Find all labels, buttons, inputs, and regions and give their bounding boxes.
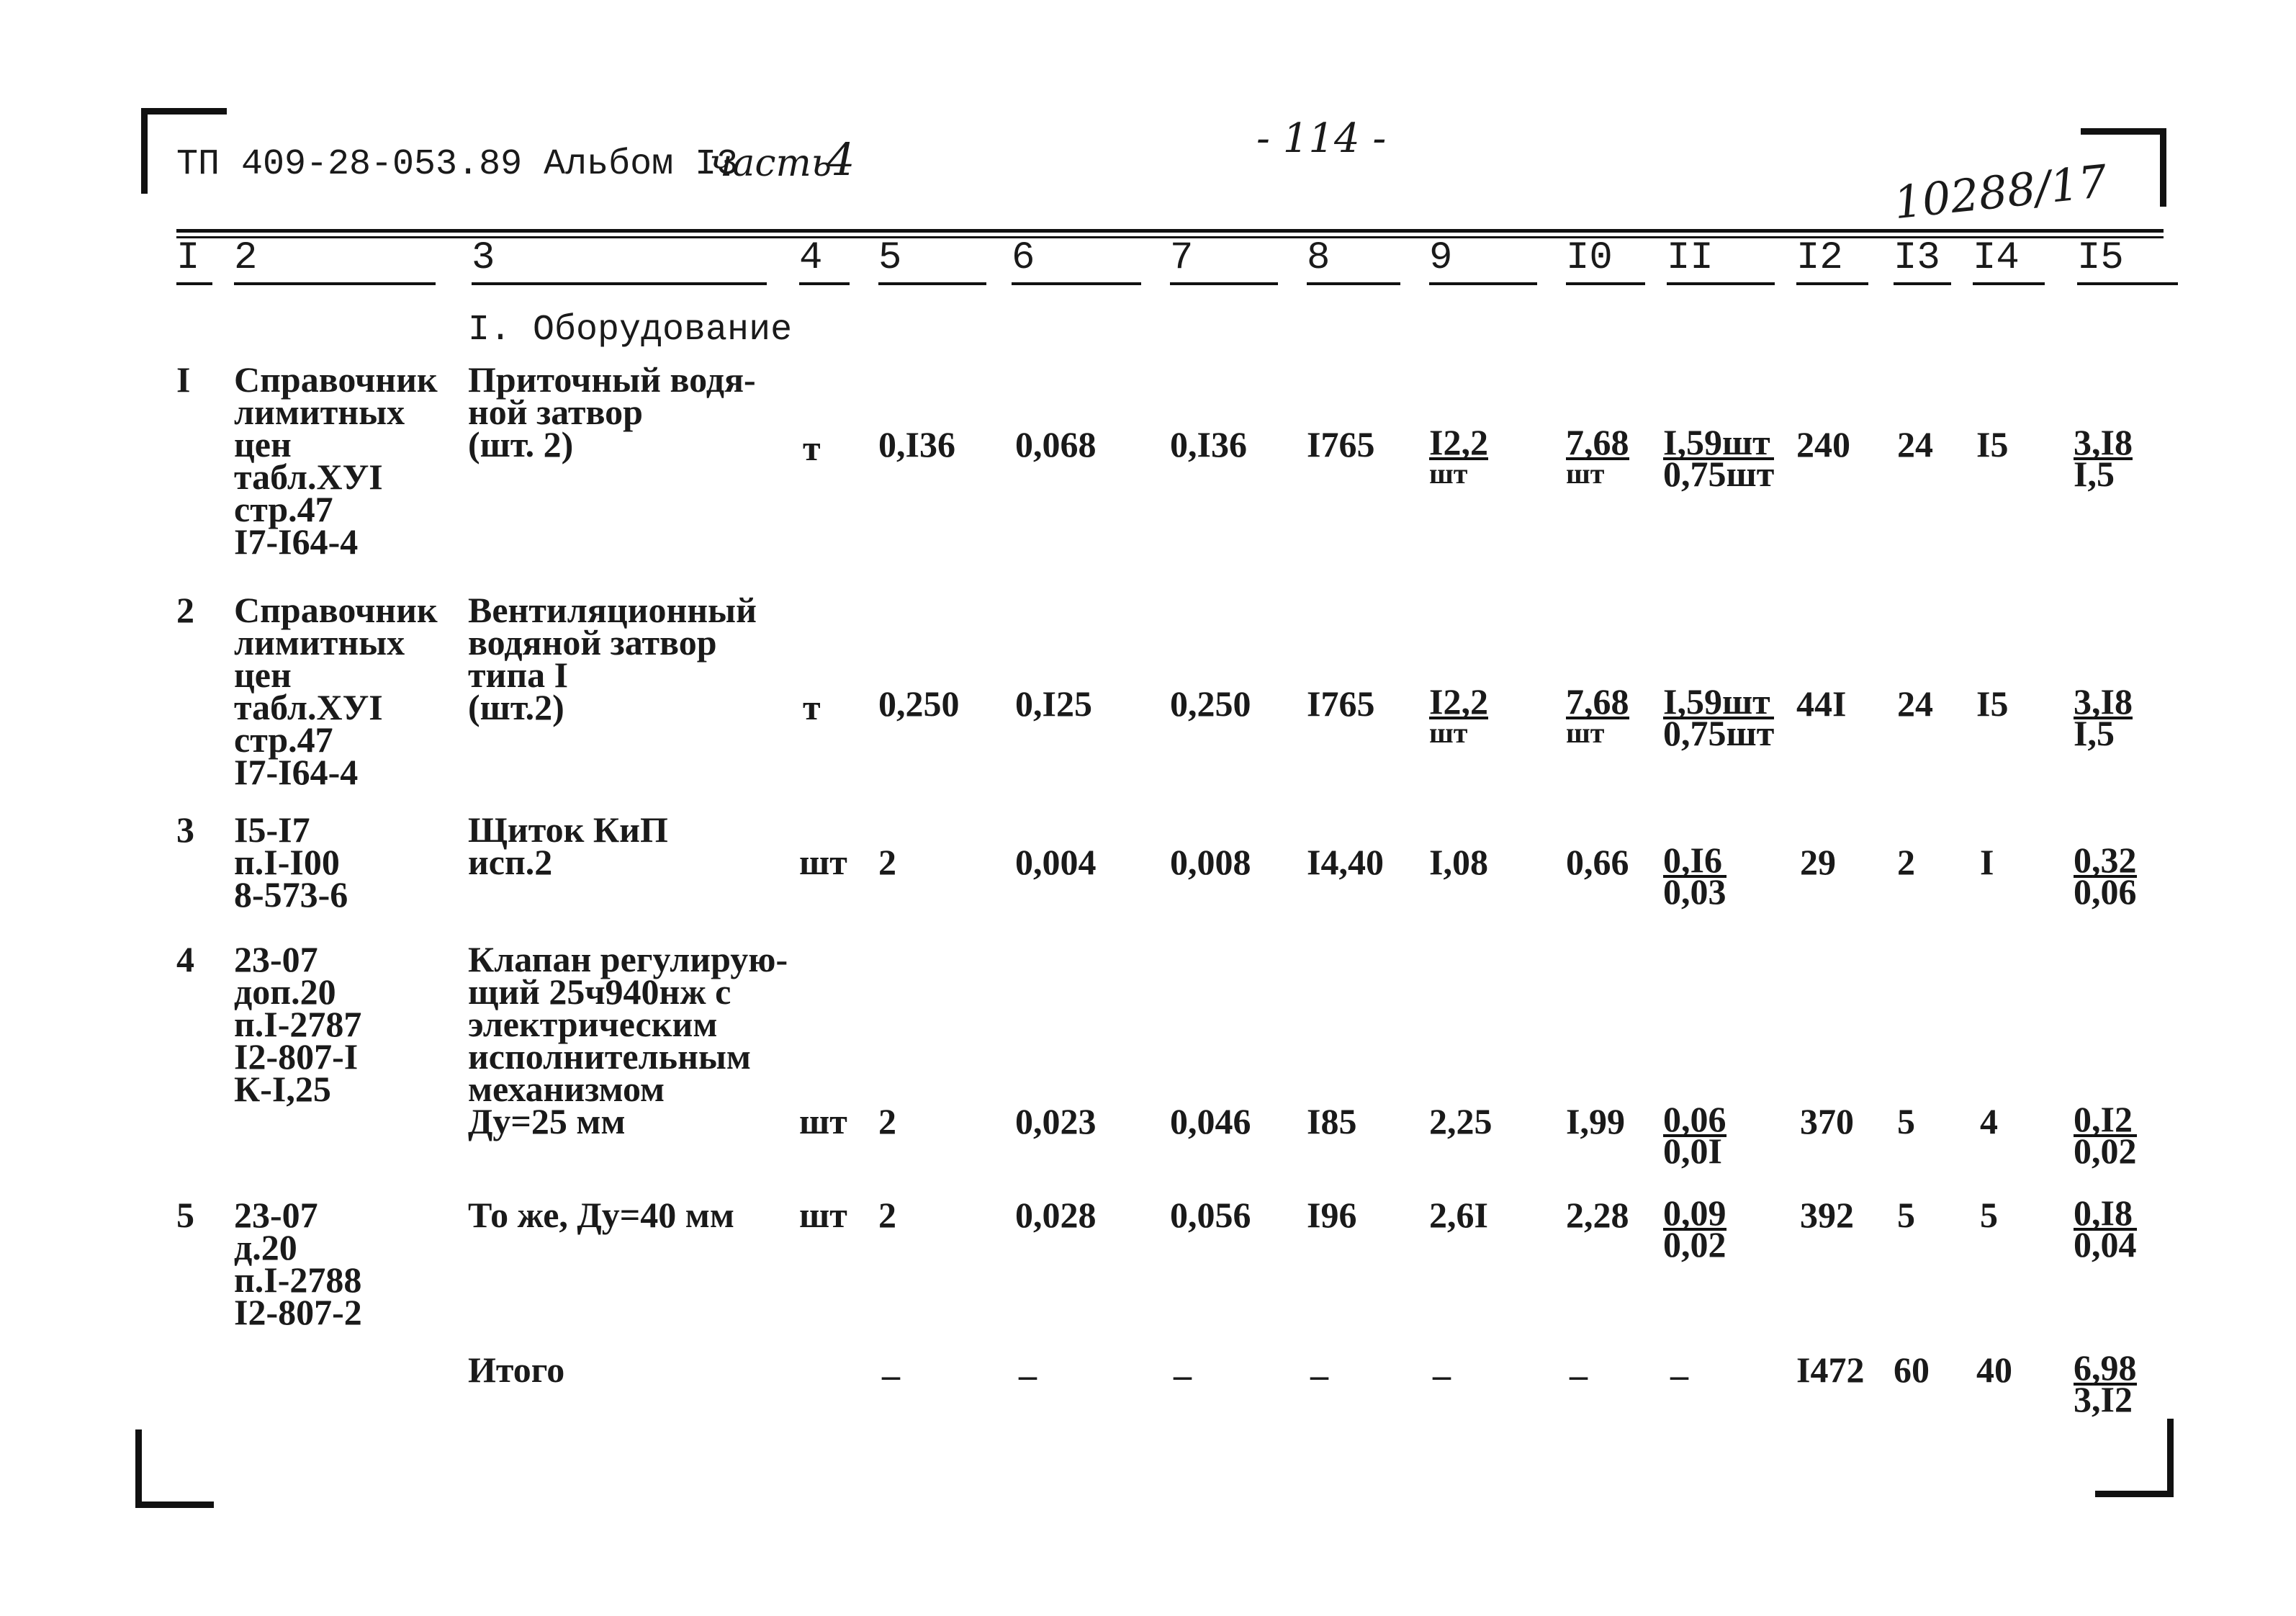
- col-underline-14: [1973, 282, 2045, 285]
- cell-c13: 24: [1897, 424, 1933, 464]
- cell-c6: 0,028: [1015, 1195, 1097, 1235]
- document-reference: ТП 409-28-053.89 Альбом I3: [176, 144, 739, 185]
- cell-c8: I765: [1307, 683, 1375, 724]
- cell-c13: 5: [1897, 1101, 1915, 1141]
- total-c14: 40: [1976, 1350, 2012, 1390]
- col-num-12: I2: [1796, 236, 1843, 280]
- cell-c13: 24: [1897, 683, 1933, 724]
- row-unit: шт: [799, 842, 847, 882]
- cell-c10: $\frac{7,68}{шт}$: [1566, 681, 1629, 749]
- cell-c12: 392: [1800, 1195, 1854, 1235]
- col-underline-7: [1170, 282, 1278, 285]
- cell-c12: 44I: [1796, 683, 1847, 724]
- total-dash-c11: –: [1670, 1355, 1688, 1395]
- cell-c14: I: [1980, 842, 1994, 882]
- cell-c9: I,08: [1429, 842, 1488, 882]
- cell-c11: $\frac{I,59шт}{0,75шт}$: [1663, 681, 1775, 753]
- cell-c9: 2,25: [1429, 1101, 1493, 1141]
- total-dash-c9: –: [1433, 1355, 1451, 1395]
- total-dash-c5: –: [882, 1355, 900, 1395]
- cell-c14: I5: [1976, 683, 2009, 724]
- row-name: Приточный водя- ной затвор (шт. 2): [468, 359, 756, 464]
- col-num-1: I: [176, 236, 200, 280]
- cell-c8: I96: [1307, 1195, 1357, 1235]
- row-name: Вентиляционный водяной затвор типа I (шт.2): [468, 590, 757, 727]
- cell-c12: 29: [1800, 842, 1836, 882]
- col-num-15: I5: [2077, 236, 2124, 280]
- cell-c10: 0,66: [1566, 842, 1629, 882]
- row-name: То же, Ду=40 мм: [468, 1195, 734, 1235]
- row-unit: шт: [799, 1101, 847, 1141]
- cell-c11: $\frac{0,I6}{0,03}$: [1663, 840, 1726, 912]
- cell-c12: 240: [1796, 424, 1850, 464]
- cell-c7: 0,008: [1170, 842, 1251, 882]
- section-title: I. Оборудование: [468, 310, 793, 351]
- cell-c9: $\frac{I2,2}{шт}$: [1429, 422, 1488, 490]
- col-underline-12: [1796, 282, 1868, 285]
- cell-c14: 5: [1980, 1195, 1998, 1235]
- col-underline-5: [878, 282, 986, 285]
- row-unit: т: [803, 428, 821, 468]
- col-underline-13: [1894, 282, 1951, 285]
- cell-c15: $\frac{3,I8}{I,5}$: [2074, 681, 2133, 753]
- col-underline-8: [1307, 282, 1400, 285]
- col-num-14: I4: [1973, 236, 2020, 280]
- col-underline-6: [1012, 282, 1141, 285]
- col-underline-15: [2077, 282, 2178, 285]
- col-num-13: I3: [1894, 236, 1940, 280]
- cell-c5: 2: [878, 842, 896, 882]
- total-c13: 60: [1894, 1350, 1930, 1390]
- header-rule-top: [176, 229, 2164, 233]
- cell-c5: 2: [878, 1195, 896, 1235]
- cell-c15: $\frac{0,I2}{0,02}$: [2074, 1099, 2137, 1171]
- cell-c14: 4: [1980, 1101, 1998, 1141]
- cell-c7: 0,250: [1170, 683, 1251, 724]
- col-underline-11: [1667, 282, 1775, 285]
- row-name: Щиток КиП исп.2: [468, 809, 668, 882]
- total-dash-c10: –: [1570, 1355, 1588, 1395]
- row-source: 23-07 д.20 п.I-2788 I2-807-2: [234, 1195, 362, 1332]
- row-number: I: [176, 359, 191, 400]
- column-number-header: [0, 236, 2296, 287]
- col-num-9: 9: [1429, 236, 1453, 280]
- cell-c10: I,99: [1566, 1101, 1625, 1141]
- col-num-11: II: [1667, 236, 1714, 280]
- total-dash-c6: –: [1019, 1355, 1037, 1395]
- col-underline-1: [176, 282, 212, 285]
- col-num-8: 8: [1307, 236, 1331, 280]
- cell-c5: 0,250: [878, 683, 960, 724]
- col-num-6: 6: [1012, 236, 1035, 280]
- cell-c8: I85: [1307, 1101, 1357, 1141]
- col-num-7: 7: [1170, 236, 1194, 280]
- cell-c9: $\frac{I2,2}{шт}$: [1429, 681, 1488, 749]
- page-number: - 114 -: [1256, 115, 1387, 162]
- col-underline-10: [1566, 282, 1645, 285]
- row-unit: шт: [799, 1195, 847, 1235]
- col-underline-3: [472, 282, 767, 285]
- cell-c10: $\frac{7,68}{шт}$: [1566, 422, 1629, 490]
- row-number: 5: [176, 1195, 194, 1235]
- cell-c12: 370: [1800, 1101, 1854, 1141]
- cell-c7: 0,056: [1170, 1195, 1251, 1235]
- cell-c7: 0,046: [1170, 1101, 1251, 1141]
- cell-c14: I5: [1976, 424, 2009, 464]
- col-underline-4: [799, 282, 850, 285]
- cell-c5: 2: [878, 1101, 896, 1141]
- cell-c6: 0,023: [1015, 1101, 1097, 1141]
- cell-c15: $\frac{0,I8}{0,04}$: [2074, 1193, 2137, 1265]
- col-underline-2: [234, 282, 436, 285]
- col-num-4: 4: [799, 236, 823, 280]
- col-num-10: I0: [1566, 236, 1613, 280]
- cell-c8: I4,40: [1307, 842, 1384, 882]
- part-label: часть: [709, 142, 832, 185]
- cell-c10: 2,28: [1566, 1195, 1629, 1235]
- cell-c8: I765: [1307, 424, 1375, 464]
- total-dash-c7: –: [1174, 1355, 1192, 1395]
- row-unit: т: [803, 687, 821, 727]
- col-num-5: 5: [878, 236, 902, 280]
- total-label: Итого: [468, 1350, 565, 1390]
- cell-c5: 0,I36: [878, 424, 955, 464]
- cell-c15: $\frac{3,I8}{I,5}$: [2074, 422, 2133, 494]
- cell-c6: 0,004: [1015, 842, 1097, 882]
- col-underline-9: [1429, 282, 1537, 285]
- part-number: 4: [827, 133, 855, 186]
- total-c12: I472: [1796, 1350, 1865, 1390]
- row-source: Справочник лимитных цен табл.ХУI стр.47 I7-I64-4: [234, 359, 438, 562]
- row-number: 3: [176, 809, 194, 850]
- row-source: I5-I7 п.I-I00 8-573-6: [234, 809, 348, 915]
- corner-bracket-bottom-left: [135, 1429, 214, 1508]
- cell-c11: $\frac{I,59шт}{0,75шт}$: [1663, 422, 1775, 494]
- col-num-2: 2: [234, 236, 258, 280]
- cell-c11: $\frac{0,06}{0,0I}$: [1663, 1099, 1726, 1171]
- row-name: Клапан регулирую- щий 25ч940нж с электрическим исполнительным механизмом Ду=25 мм: [468, 939, 788, 1141]
- row-source: Справочник лимитных цен табл.ХУI стр.47 I7-I64-4: [234, 590, 438, 792]
- total-dash-c8: –: [1310, 1355, 1328, 1395]
- archive-number: 10288/17: [1891, 154, 2110, 230]
- row-number: 4: [176, 939, 194, 979]
- row-source: 23-07 доп.20 п.I-2787 I2-807-I К-I,25: [234, 939, 362, 1109]
- cell-c13: 2: [1897, 842, 1915, 882]
- corner-bracket-bottom-right: [2095, 1419, 2174, 1497]
- total-c15: $\frac{6,98}{3,I2}$: [2074, 1347, 2137, 1419]
- cell-c13: 5: [1897, 1195, 1915, 1235]
- cell-c9: 2,6I: [1429, 1195, 1488, 1235]
- cell-c6: 0,068: [1015, 424, 1097, 464]
- col-num-3: 3: [472, 236, 495, 280]
- cell-c6: 0,I25: [1015, 683, 1092, 724]
- cell-c15: $\frac{0,32}{0,06}$: [2074, 840, 2137, 912]
- cell-c11: $\frac{0,09}{0,02}$: [1663, 1193, 1726, 1265]
- row-number: 2: [176, 590, 194, 630]
- cell-c7: 0,I36: [1170, 424, 1247, 464]
